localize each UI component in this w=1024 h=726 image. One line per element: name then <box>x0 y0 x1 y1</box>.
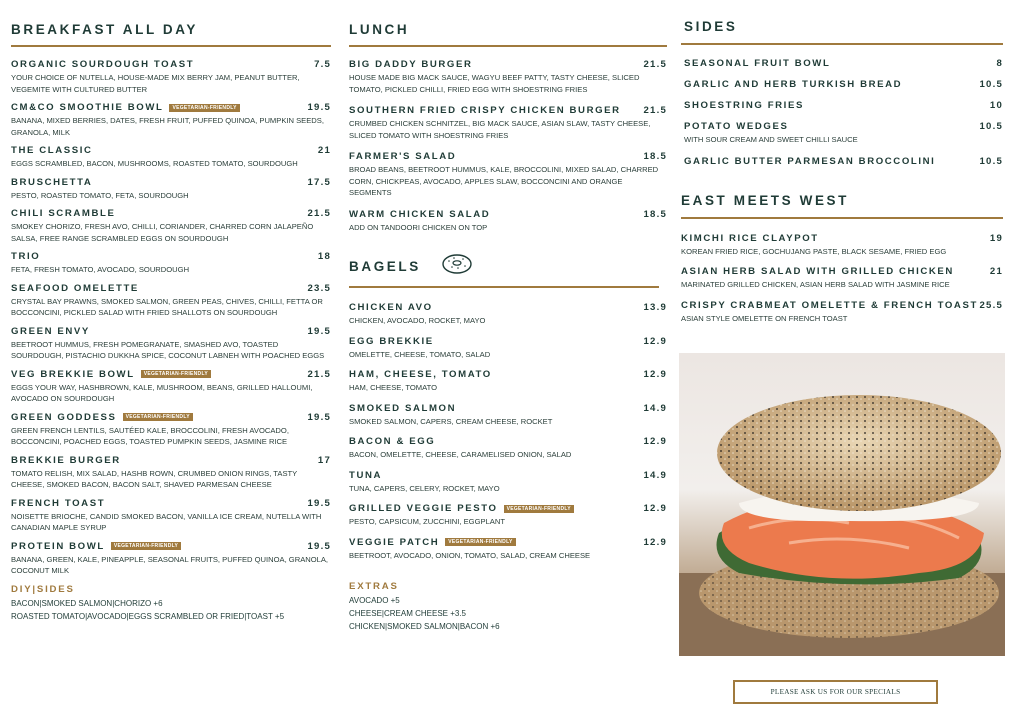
vegetarian-badge: VEGETARIAN-FRIENDLY <box>445 538 515 546</box>
menu-item-description: ASIAN STYLE OMELETTE ON FRENCH TOAST <box>681 313 848 323</box>
menu-item-header <box>681 266 1003 277</box>
menu-item-name <box>349 209 490 220</box>
menu-item-name-text: GARLIC AND HERB TURKISH BREAD <box>684 79 903 90</box>
menu-item-name-text: TUNA <box>349 469 383 481</box>
menu-item-name <box>11 208 115 219</box>
menu-item-header <box>684 58 1003 69</box>
menu-item-name <box>681 300 978 311</box>
menu-item-price: 18 <box>317 251 331 262</box>
menu-item-header <box>11 326 331 337</box>
menu-item-price: 7.5 <box>314 59 331 70</box>
menu-item-price: 18.5 <box>643 151 667 162</box>
menu-item <box>349 209 667 234</box>
vegetarian-badge: VEGETARIAN-FRIENDLY <box>123 413 193 421</box>
menu-item-price: 19.5 <box>307 325 331 337</box>
menu-item-name-text: ASIAN HERB SALAD WITH GRILLED CHICKEN <box>681 266 954 277</box>
extras-line: AVOCADO +5 <box>349 596 400 605</box>
menu-item-name-text: BRUSCHETTA <box>11 176 93 188</box>
menu-item-name <box>11 145 93 156</box>
menu-item-header <box>349 59 667 70</box>
menu-item <box>11 59 331 95</box>
menu-item-header <box>11 208 331 219</box>
menu-item <box>11 326 331 362</box>
menu-item <box>11 177 331 202</box>
menu-item-name-text: VEG BREKKIE BOWL <box>11 368 135 380</box>
salmon-bagel-photo <box>679 353 1005 656</box>
menu-item-description: CRUMBED CHICKEN SCHNITZEL, BIG MACK SAUCE, ASIAN SLAW, TASTY CHEESE, SLICED TOMATO WITH SHOESTRING FRIES <box>349 119 651 140</box>
menu-item-price: 19 <box>989 232 1003 244</box>
menu-item-name <box>681 233 819 244</box>
menu-item <box>11 283 331 319</box>
menu-item-price: 19.5 <box>307 497 331 509</box>
menu-item-name-text: POTATO WEDGES <box>684 121 789 132</box>
menu-item-description: HOUSE MADE BIG MACK SAUCE, WAGYU BEEF PATTY, TASTY CHEESE, SLICED TOMATO, PICKLED CHILLI, FRIED EGG WITH SHOESTRING FRIES <box>349 73 640 94</box>
menu-item <box>11 541 331 577</box>
menu-item-name <box>11 59 194 70</box>
menu-item <box>681 266 1003 291</box>
menu-item <box>11 455 331 491</box>
menu-item <box>684 58 1003 69</box>
menu-item <box>684 156 1003 167</box>
menu-item-name <box>11 177 92 188</box>
menu-item-price: 14.9 <box>643 402 667 414</box>
menu-item-name <box>349 336 434 347</box>
diy-line: BACON|SMOKED SALMON|CHORIZO +6 <box>11 598 163 608</box>
menu-item-name-text: WARM CHICKEN SALAD <box>349 208 491 220</box>
specials-notice: PLEASE ASK US FOR OUR SPECIALS <box>733 680 938 704</box>
breakfast-title: BREAKFAST ALL DAY <box>11 22 198 37</box>
menu-item-price: 8 <box>996 58 1003 69</box>
menu-item-price: 19.5 <box>307 540 331 552</box>
sides-list <box>681 58 1003 167</box>
menu-item-name <box>349 503 574 514</box>
menu-item-name <box>11 251 40 262</box>
menu-item-price: 21.5 <box>643 105 667 116</box>
breakfast-divider <box>11 45 331 47</box>
menu-item-name-text: TRIO <box>11 251 41 262</box>
menu-item-header <box>349 537 667 548</box>
menu-item-name-text: THE CLASSIC <box>11 145 93 156</box>
east-west-list <box>681 233 1003 325</box>
menu-item-price: 23.5 <box>307 282 331 294</box>
diy-sides-list <box>11 597 331 623</box>
menu-item-name <box>11 369 211 380</box>
menu-item-name-text: GRILLED VEGGIE PESTO <box>349 503 498 514</box>
lunch-column <box>349 0 667 633</box>
menu-item-name-text: BREKKIE BURGER <box>11 454 121 466</box>
menu-item-name-text: HAM, CHEESE, TOMATO <box>349 369 492 380</box>
menu-item-description: BANANA, GREEN, KALE, PINEAPPLE, SEASONAL FRUITS, PUFFED QUINOA, GRANOLA, COCONUT MILK <box>11 554 329 575</box>
menu-item-price: 19.5 <box>307 411 331 423</box>
menu-item-description: EGGS YOUR WAY, HASHBROWN, KALE, MUSHROOM, BEANS, GRILLED HALLOUMI, AVOCADO ON SOURDOUGH <box>11 382 313 403</box>
menu-item-header <box>11 498 331 509</box>
menu-item <box>11 208 331 244</box>
menu-item-header <box>11 369 331 380</box>
menu-item-description: MARINATED GRILLED CHICKEN, ASIAN HERB SALAD WITH JASMINE RICE <box>681 280 950 289</box>
menu-item-name-text: CHILI SCRAMBLE <box>11 208 116 219</box>
extras-title: EXTRAS <box>349 581 399 592</box>
menu-item <box>349 336 667 361</box>
menu-item-header <box>11 59 331 70</box>
menu-item <box>11 498 331 534</box>
lunch-list <box>349 59 667 233</box>
menu-item-price: 12.9 <box>643 369 667 380</box>
menu-item-name-text: SEAFOOD OMELETTE <box>11 282 139 294</box>
breakfast-column <box>11 0 331 623</box>
menu-item-description: CRYSTAL BAY PRAWNS, SMOKED SALMON, GREEN PEAS, CHIVES, CHILLI, FETTA OR BOCCONCINI, PICKLED SALAD WITH FRIED SHALLOTS ON SOURDOUGH <box>11 296 323 317</box>
bagels-list <box>349 302 667 561</box>
menu-item-price: 21.5 <box>307 368 331 380</box>
menu-item <box>11 251 331 276</box>
menu-item-description: OMELETTE, CHEESE, TOMATO, SALAD <box>349 349 491 359</box>
menu-item-price: 12.9 <box>643 335 667 347</box>
menu-item-description: PESTO, CAPSICUM, ZUCCHINI, EGGPLANT <box>349 517 505 526</box>
menu-item-name <box>681 266 954 277</box>
menu-item-description: SMOKED SALMON, CAPERS, CREAM CHEESE, ROCKET <box>349 416 553 426</box>
menu-item-name-text: SMOKED SALMON <box>349 402 457 414</box>
menu-item-description: BROAD BEANS, BEETROOT HUMMUS, KALE, BROCCOLINI, MIXED SALAD, CHARRED CORN, CHICKPEAS, AVOCADO, APPLES SLAW, BOCCONCINI AND ORANGE SEGMENTS <box>349 165 659 197</box>
menu-item-name-text: VEGGIE PATCH <box>349 536 440 548</box>
east-west-divider <box>681 217 1003 219</box>
menu-item-name <box>349 369 492 380</box>
sides-title: SIDES <box>684 19 738 34</box>
menu-item-header <box>349 503 667 514</box>
menu-item <box>681 233 1003 258</box>
menu-item <box>349 369 667 394</box>
menu-item <box>349 151 667 199</box>
menu-item-description: SMOKEY CHORIZO, FRESH AVO, CHILLI, CORIANDER, CHARRED CORN JALAPEÑO SALSA, FREE RANGE SCRAMBLED EGGS ON SOURDOUGH <box>11 222 314 243</box>
menu-item-name-text: PROTEIN BOWL <box>11 540 105 552</box>
lunch-title: LUNCH <box>349 22 410 37</box>
menu-item-name-text: SEASONAL FRUIT BOWL <box>684 58 831 69</box>
menu-item-name <box>349 151 456 162</box>
menu-item-header <box>11 145 331 156</box>
menu-item-description: WITH SOUR CREAM AND SWEET CHILLI SAUCE <box>684 135 858 144</box>
menu-item-description: BACON, OMELETTE, CHEESE, CARAMELISED ONION, SALAD <box>349 450 572 459</box>
extras-list <box>349 594 667 633</box>
menu-item-header <box>349 470 667 481</box>
menu-item-description: BEETROOT HUMMUS, FRESH POMEGRANATE, SMASHED AVO, TOASTED SOURDOUGH, PISTACHIO DUKKHA SPICE, COCONUT LABNEH WITH POACHED EGGS <box>11 339 325 360</box>
menu-item-header <box>349 403 667 414</box>
menu-item-price: 21.5 <box>307 208 331 219</box>
menu-item-name-text: ORGANIC SOURDOUGH TOAST <box>11 59 195 70</box>
menu-item-price: 14.9 <box>643 469 667 481</box>
menu-item <box>349 403 667 428</box>
menu-item-name-text: GARLIC BUTTER PARMESAN BROCCOLINI <box>684 155 936 167</box>
diy-sides-title: DIY|SIDES <box>11 583 75 595</box>
menu-item-header <box>11 455 331 466</box>
menu-item-price: 10.5 <box>979 79 1003 90</box>
menu-item-description: FETA, FRESH TOMATO, AVOCADO, SOURDOUGH <box>11 265 190 274</box>
menu-item-name <box>11 541 181 552</box>
menu-item <box>684 121 1003 146</box>
menu-item <box>681 300 1003 325</box>
bagels-title: BAGELS <box>349 259 421 274</box>
menu-item-price: 21.5 <box>643 59 667 70</box>
menu-item-description: GREEN FRENCH LENTILS, SAUTÉED KALE, BROCCOLINI, FRESH AVOCADO, BOCCONCINI, POACHED EGGS, TOASTED PUMPKIN SEEDS, JASMINE RICE <box>11 425 289 446</box>
east-west-title: EAST MEETS WEST <box>681 192 850 208</box>
menu-item-description: CHICKEN, AVOCADO, ROCKET, MAYO <box>349 316 486 325</box>
vegetarian-badge: VEGETARIAN-FRIENDLY <box>504 505 574 513</box>
menu-item-name-text: SHOESTRING FRIES <box>684 100 804 111</box>
bagels-header <box>349 253 667 280</box>
menu-item-name-text: BACON & EGG <box>349 436 436 447</box>
menu-item-header <box>684 79 1003 90</box>
menu-item-name-text: CRISPY CRABMEAT OMELETTE & FRENCH TOAST <box>681 299 978 311</box>
menu-item <box>349 105 667 141</box>
menu-item-price: 12.9 <box>643 536 667 548</box>
menu-item-name <box>11 102 240 113</box>
menu-item <box>349 537 667 562</box>
menu-item-price: 19.5 <box>307 102 331 113</box>
menu-item-price: 21 <box>989 266 1003 277</box>
menu-item <box>11 102 331 138</box>
bagels-divider <box>349 286 659 288</box>
menu-item <box>684 79 1003 90</box>
menu-item-header <box>349 369 667 380</box>
breakfast-list <box>11 59 331 577</box>
menu-item-name <box>349 436 435 447</box>
menu-item-price: 10 <box>989 100 1003 111</box>
menu-item-description: TUNA, CAPERS, CELERY, ROCKET, MAYO <box>349 483 500 493</box>
menu-item-description: KOREAN FRIED RICE, GOCHUJANG PASTE, BLACK SESAME, FRIED EGG <box>681 246 947 256</box>
menu-item <box>349 470 667 495</box>
diy-line: ROASTED TOMATO|AVOCADO|EGGS SCRAMBLED OR FRIED|TOAST +5 <box>11 611 285 621</box>
menu-item <box>349 436 667 461</box>
menu-item-name <box>684 79 902 90</box>
menu-item-header <box>349 336 667 347</box>
menu-item-description: TOMATO RELISH, MIX SALAD, HASHB ROWN, CRUMBED ONION RINGS, TASTY CHEESE, SMOKED BACON, BACON SALT, SHAVED PARMESAN CHEESE <box>11 468 298 489</box>
menu-item-name <box>349 403 456 414</box>
menu-item-description: BEETROOT, AVOCADO, ONION, TOMATO, SALAD, CREAM CHEESE <box>349 550 591 560</box>
menu-item-name-text: GREEN ENVY <box>11 325 90 337</box>
menu-item-name <box>11 455 121 466</box>
menu-item <box>11 412 331 448</box>
menu-item-name <box>11 412 193 423</box>
menu-item-header <box>11 177 331 188</box>
menu-item-header <box>349 436 667 447</box>
menu-item-price: 18.5 <box>643 208 667 220</box>
menu-item-header <box>684 100 1003 111</box>
menu-item-name-text: CM&CO SMOOTHIE BOWL <box>11 102 164 113</box>
menu-item-header <box>11 251 331 262</box>
menu-item-name <box>684 121 788 132</box>
menu-item-name <box>684 58 830 69</box>
menu-item-header <box>681 233 1003 244</box>
menu-item <box>349 503 667 528</box>
menu-item-name-text: KIMCHI RICE CLAYPOT <box>681 232 819 244</box>
menu-item-header <box>349 151 667 162</box>
menu-item-name <box>349 302 433 313</box>
extras-line: CHICKEN|SMOKED SALMON|BACON +6 <box>349 622 500 631</box>
menu-item-price: 17 <box>317 454 331 466</box>
menu-item-name <box>11 498 105 509</box>
menu-item-header <box>349 302 667 313</box>
menu-item-header <box>11 102 331 113</box>
menu-item-name <box>684 100 804 111</box>
menu-item-header <box>684 121 1003 132</box>
menu-item-name <box>11 326 90 337</box>
menu-item-name <box>349 59 473 70</box>
menu-item-header <box>11 412 331 423</box>
menu-item-name <box>349 537 516 548</box>
menu-item-name-text: GREEN GODDESS <box>11 411 117 423</box>
menu-item-description: ADD ON TANDOORI CHICKEN ON TOP <box>349 222 488 232</box>
menu-item-description: EGGS SCRAMBLED, BACON, MUSHROOMS, ROASTED TOMATO, SOURDOUGH <box>11 159 298 168</box>
menu-item <box>349 59 667 95</box>
menu-item-name-text: BIG DADDY BURGER <box>349 59 473 70</box>
menu-item <box>684 100 1003 111</box>
menu-item-header <box>684 156 1003 167</box>
menu-item-price: 17.5 <box>307 176 331 188</box>
menu-item-header <box>349 105 667 116</box>
menu-item-header <box>681 300 1003 311</box>
menu-item-description: PESTO, ROASTED TOMATO, FETA, SOURDOUGH <box>11 190 189 200</box>
vegetarian-badge: VEGETARIAN-FRIENDLY <box>169 104 239 112</box>
menu-item-name-text: EGG BREKKIE <box>349 335 434 347</box>
menu-item-price: 25.5 <box>979 299 1003 311</box>
vegetarian-badge: VEGETARIAN-FRIENDLY <box>141 370 211 378</box>
menu-item-description: BANANA, MIXED BERRIES, DATES, FRESH FRUIT, PUFFED QUINOA, PUMPKIN SEEDS, GRANOLA, MILK <box>11 116 324 137</box>
menu-item-price: 12.9 <box>643 436 667 447</box>
menu-item-price: 13.9 <box>643 302 667 313</box>
menu-item-price: 12.9 <box>643 503 667 514</box>
menu-item <box>11 369 331 405</box>
menu-item-name-text: FRENCH TOAST <box>11 497 106 509</box>
extras-line: CHEESE|CREAM CHEESE +3.5 <box>349 609 467 618</box>
menu-item-name <box>684 156 935 167</box>
menu-item-name <box>349 105 621 116</box>
menu-item-name <box>349 470 382 481</box>
menu-item-price: 10.5 <box>979 121 1003 132</box>
menu-item-header <box>11 541 331 552</box>
lunch-divider <box>349 45 667 47</box>
menu-item-name-text: CHICKEN AVO <box>349 302 433 313</box>
menu-item <box>11 145 331 170</box>
menu-item-description: HAM, CHEESE, TOMATO <box>349 383 438 392</box>
menu-item-header <box>349 209 667 220</box>
menu-item-price: 10.5 <box>979 155 1003 167</box>
menu-item-description: YOUR CHOICE OF NUTELLA, HOUSE-MADE MIX BERRY JAM, PEANUT BUTTER, VEGEMITE WITH CULTURED BUTTER <box>11 73 300 94</box>
sides-divider <box>681 43 1003 45</box>
menu-item <box>349 302 667 327</box>
menu-item-price: 21 <box>317 145 331 156</box>
sides-column <box>681 0 1003 333</box>
menu-item-name-text: FARMER'S SALAD <box>349 151 457 162</box>
menu-item-header <box>11 283 331 294</box>
vegetarian-badge: VEGETARIAN-FRIENDLY <box>111 542 181 550</box>
bagel-icon <box>441 253 473 280</box>
menu-item-name-text: SOUTHERN FRIED CRISPY CHICKEN BURGER <box>349 105 621 116</box>
menu-item-name <box>11 283 139 294</box>
menu-item-description: NOISETTE BRIOCHE, CANDID SMOKED BACON, VANILLA ICE CREAM, NUTELLA WITH CANADIAN MAPLE SYRUP <box>11 511 322 532</box>
